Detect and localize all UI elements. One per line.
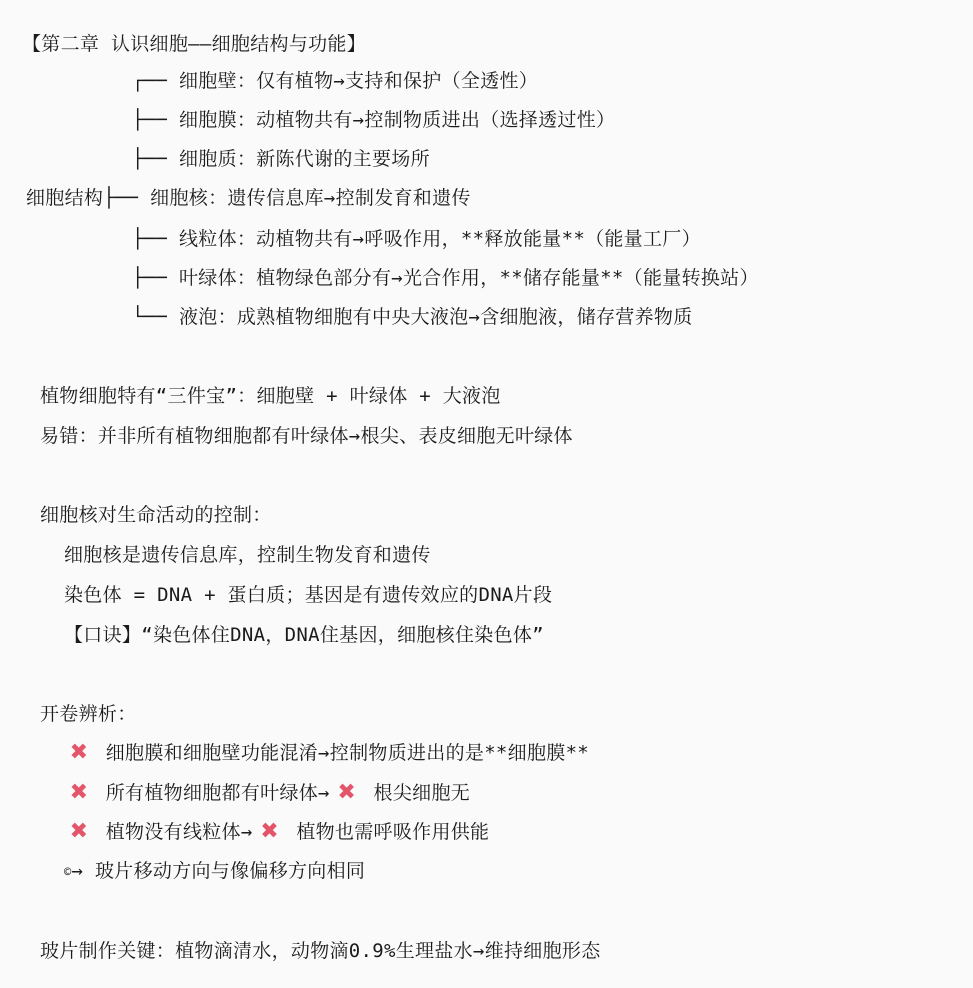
plant-special-line: 植物细胞特有“三件宝”：细胞壁 + 叶绿体 + 大液泡: [40, 385, 501, 407]
tree-branch: ├──: [132, 228, 179, 250]
tree-item-text: 叶绿体：植物绿色部分有→光合作用，**储存能量**（能量转换站）: [178, 267, 759, 289]
analysis-item-text: 细胞膜和细胞壁功能混淆→控制物质进出的是**细胞膜**: [105, 742, 590, 764]
analysis-item-3: [64, 814, 489, 850]
chapter-title: 【第二章 认识细胞——细胞结构与功能】: [22, 33, 367, 55]
cross-mark-icon: ✖: [69, 780, 89, 805]
tree-row-chloroplast: [132, 260, 759, 296]
tree-row-nucleus: [26, 180, 471, 216]
tree-item-text: 细胞核：遗传信息库→控制发育和遗传: [150, 187, 471, 209]
analysis-item-1: [64, 735, 589, 771]
tree-branch: ├──: [103, 187, 151, 209]
tree-branch: └──: [132, 306, 179, 328]
analysis-item-text: 植物也需呼吸作用供能: [296, 821, 490, 843]
tree-row-cell-membrane: [132, 102, 615, 138]
easy-mistake-line: 易错：并非所有植物细胞都有叶绿体→根尖、表皮细胞无叶绿体: [40, 425, 573, 447]
cross-mark-icon: ✖: [337, 780, 357, 805]
tree-row-cytoplasm: [132, 141, 430, 177]
cross-mark-icon: ✖: [69, 819, 89, 844]
nucleus-mnemonic: 【口诀】“染色体住DNA，DNA住基因，细胞核住染色体”: [64, 624, 544, 646]
tree-item-text: 液泡：成熟植物细胞有中央大液泡→含细胞液，储存营养物质: [178, 306, 693, 328]
cross-mark-icon: ✖: [260, 819, 279, 844]
analysis-heading: 开卷辨析：: [40, 703, 137, 725]
nucleus-line-1: 细胞核是遗传信息库，控制生物发育和遗传: [64, 544, 431, 566]
tree-row-vacuole: [132, 299, 693, 335]
tree-row-cell-wall: [132, 63, 538, 99]
tree-branch: ├──: [132, 148, 179, 170]
analysis-item-2: [64, 775, 470, 811]
tree-branch: ┌──: [132, 70, 179, 92]
analysis-item-4: [64, 853, 365, 889]
analysis-item-text: → 玻片移动方向与像偏移方向相同: [71, 860, 366, 882]
tree-root-label: 细胞结构: [26, 187, 104, 209]
copyright-icon: ©: [64, 864, 72, 879]
analysis-item-text: 植物没有线粒体→: [105, 821, 253, 843]
cross-mark-icon: ✖: [69, 740, 89, 765]
nucleus-line-2: 染色体 = DNA + 蛋白质；基因是有遗传效应的DNA片段: [64, 584, 553, 606]
tree-item-text: 细胞膜：动植物共有→控制物质进出（选择透过性）: [178, 109, 616, 131]
nucleus-heading: 细胞核对生命活动的控制：: [40, 504, 272, 526]
tree-item-text: 细胞质：新陈代谢的主要场所: [178, 148, 430, 170]
tree-branch: ├──: [132, 267, 179, 289]
analysis-item-text: 所有植物细胞都有叶绿体→: [105, 782, 330, 804]
slide-key-line: 玻片制作关键：植物滴清水，动物滴0.9%生理盐水→维持细胞形态: [40, 940, 601, 962]
analysis-item-text: 根尖细胞无: [373, 782, 471, 804]
tree-item-text: 细胞壁：仅有植物→支持和保护（全透性）: [178, 70, 539, 92]
tree-row-mitochondria: [132, 221, 701, 257]
tree-item-text: 线粒体：动植物共有→呼吸作用，**释放能量**（能量工厂）: [178, 228, 701, 250]
tree-branch: ├──: [132, 109, 179, 131]
